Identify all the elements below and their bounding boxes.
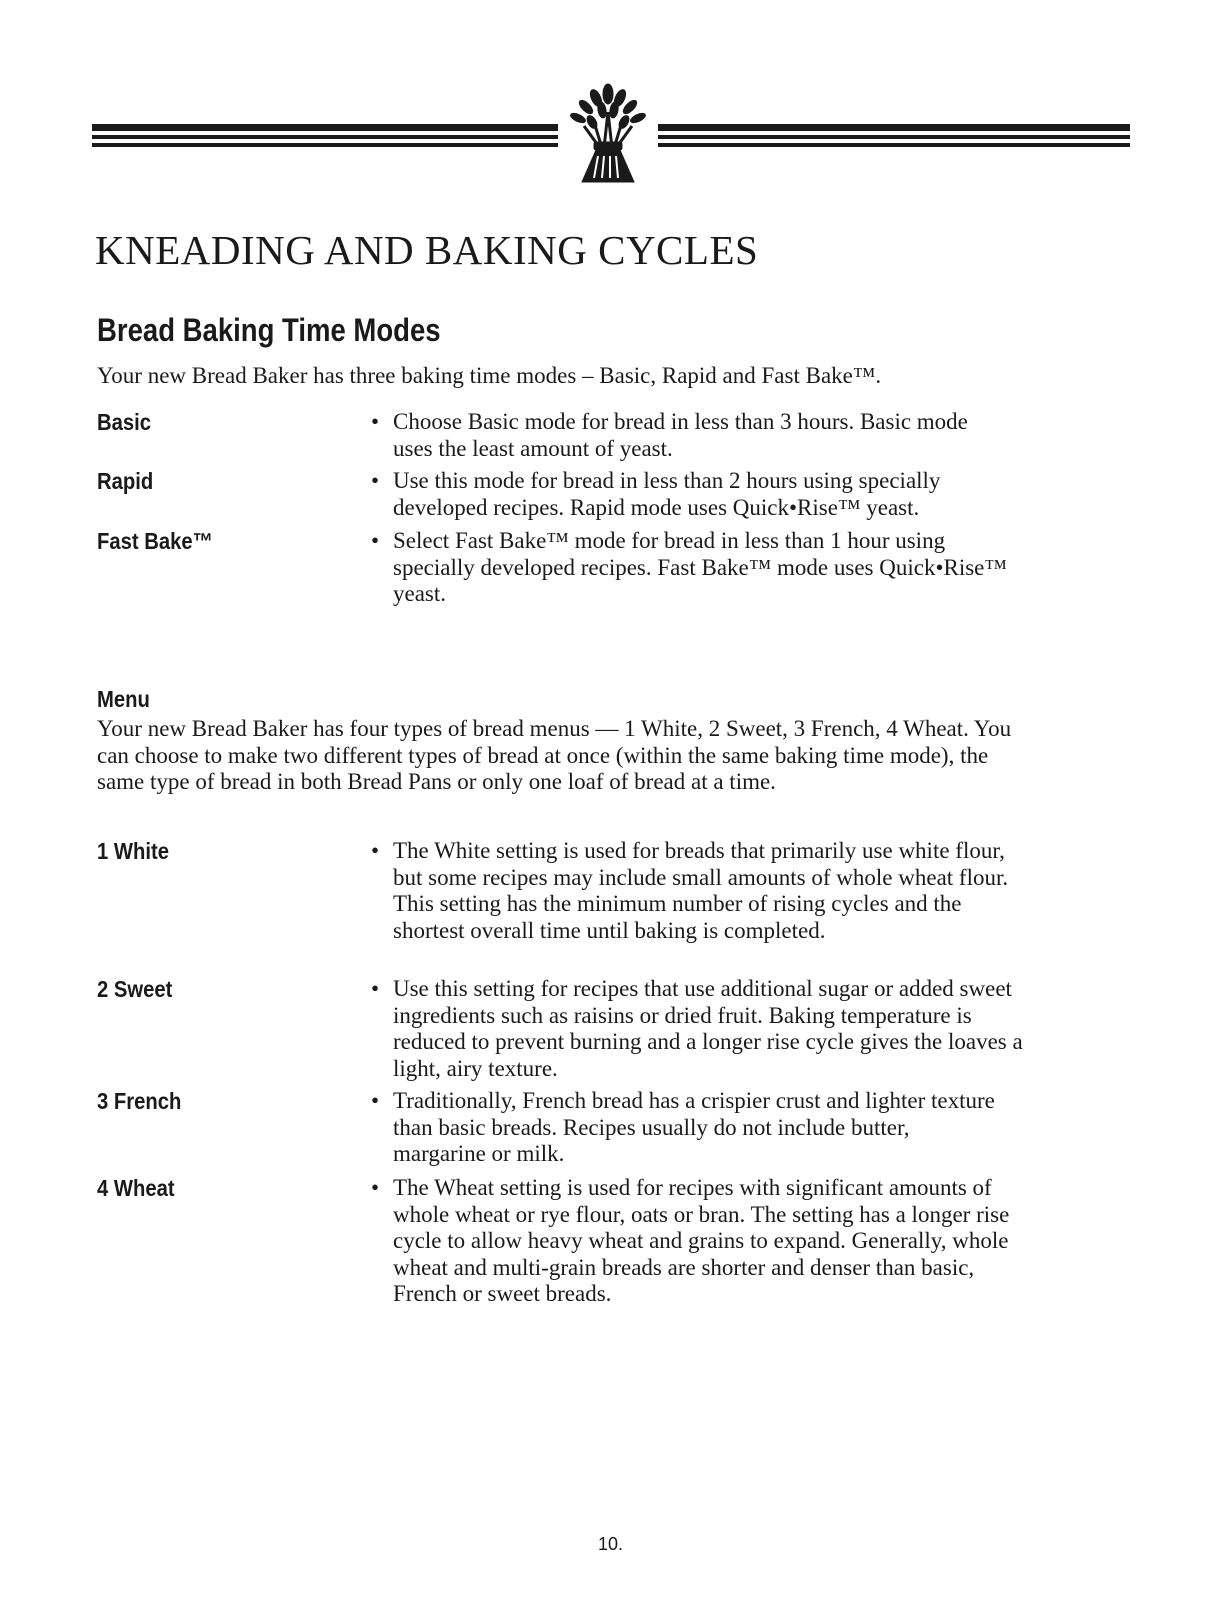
term-description: Choose Basic mode for bread in less than 3 hours. Basic mode uses the least amount of yeast.	[393, 409, 968, 461]
term-description: The White setting is used for breads that primarily use white flour, but some recipes may include small amounts of whole wheat flour. This setting has the minimum number of rising cycles and the shortest overall time until baking is completed.	[393, 838, 1009, 943]
term-label: Basic	[97, 409, 152, 435]
modes-heading: Bread Baking Time Modes	[97, 312, 441, 348]
bullet-icon: •	[371, 409, 380, 434]
term-description: Use this mode for bread in less than 2 hours using specially developed recipes. Rapid mode uses Quick•Rise™ yeast.	[393, 468, 941, 520]
term-label: Rapid	[97, 468, 154, 494]
menu-intro: Your new Bread Baker has four types of bread menus — 1 White, 2 Sweet, 3 French, 4 Wheat. You can choose to make two different types of bread at once (within the same baking time mode), the same type of bread in both Bread Pans or only one loaf of bread at a time.	[97, 716, 1012, 794]
term-description: The Wheat setting is used for recipes with significant amounts of whole wheat or rye flour, oats or bran. The setting has a longer rise cycle to allow heavy wheat and grains to expand. Generally, whole wheat and multi-grain breads are shorter and denser than basic, French or sweet breads.	[393, 1175, 1010, 1306]
bullet-icon: •	[371, 976, 380, 1001]
term-description: Traditionally, French bread has a crispier crust and lighter texture than basic breads. Recipes usually do not include butter, margarine or milk.	[393, 1088, 995, 1166]
term-label: 3 French	[97, 1088, 182, 1114]
page-title: KNEADING AND BAKING CYCLES	[95, 227, 759, 273]
bullet-icon: •	[371, 1175, 380, 1200]
term-label: 4 Wheat	[97, 1175, 175, 1201]
term-label: Fast Bake™	[97, 528, 213, 554]
page-number: 10.	[598, 1534, 624, 1554]
term-description: Select Fast Bake™ mode for bread in less than 1 hour using specially developed recipes. Fast Bake™ mode uses Quick•Rise™ yeast.	[393, 528, 1007, 606]
modes-intro: Your new Bread Baker has three baking time modes – Basic, Rapid and Fast Bake™.	[97, 363, 882, 388]
bullet-icon: •	[371, 528, 380, 553]
term-description: Use this setting for recipes that use additional sugar or added sweet ingredients such as raisins or dried fruit. Baking temperature is reduced to prevent burning and a longer rise cycle gives the loaves a light, airy texture.	[393, 976, 1023, 1081]
term-label: 2 Sweet	[97, 976, 173, 1002]
menu-heading: Menu	[97, 686, 150, 712]
term-label: 1 White	[97, 838, 169, 864]
bullet-icon: •	[371, 1088, 380, 1113]
bullet-icon: •	[371, 468, 380, 493]
wheat-sheaf-icon	[558, 82, 658, 190]
bullet-icon: •	[371, 838, 380, 863]
